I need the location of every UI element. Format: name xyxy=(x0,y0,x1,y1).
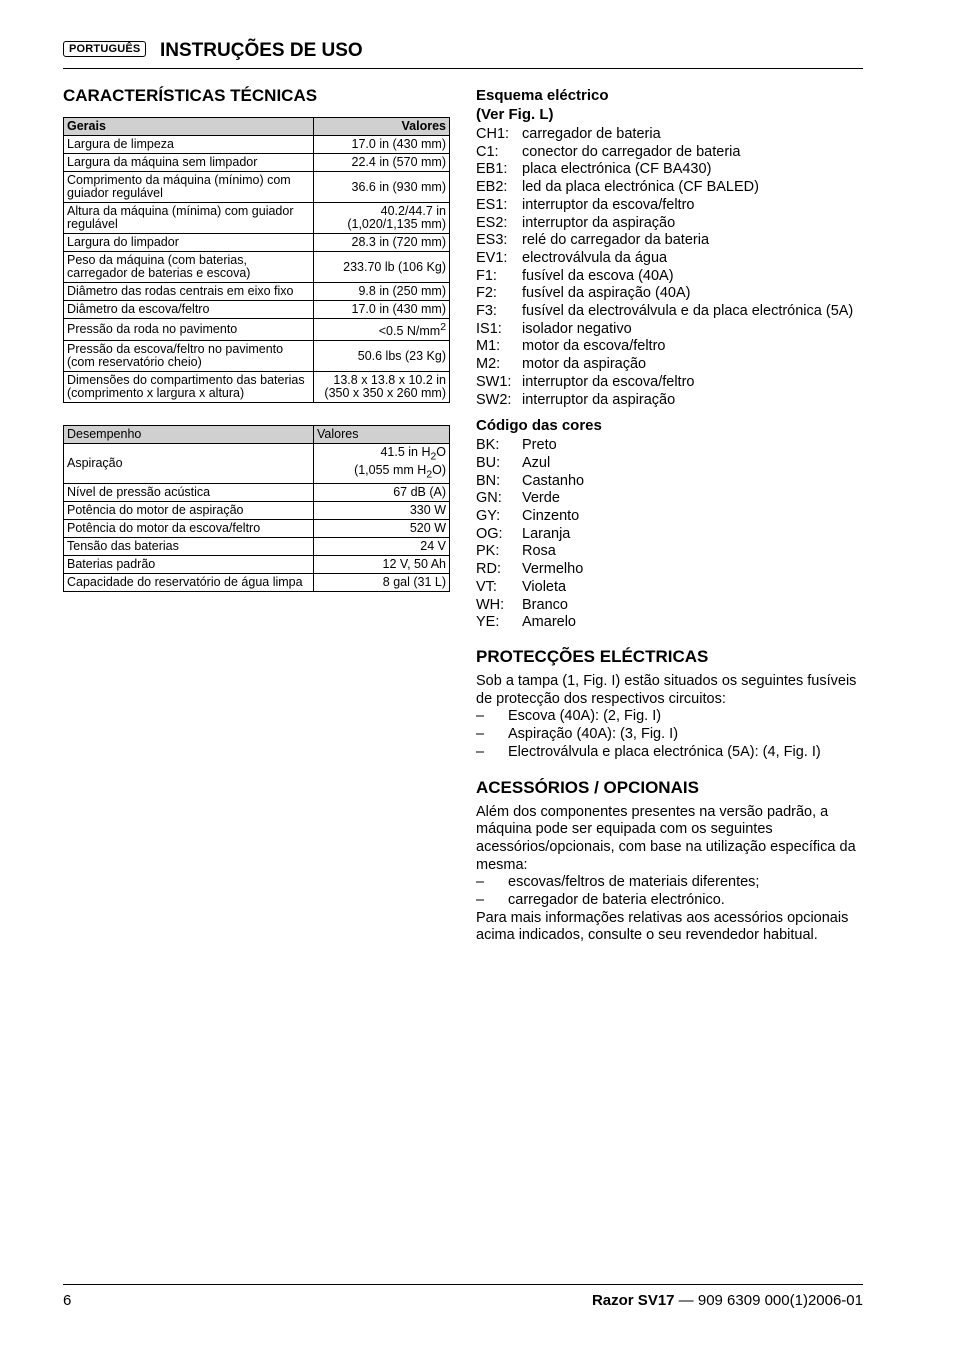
item-code: F2: xyxy=(476,285,497,302)
item-description: Branco xyxy=(522,596,568,613)
item-code: ES3: xyxy=(476,232,508,249)
document-reference xyxy=(592,1292,863,1309)
column-header-values: Valores xyxy=(314,118,450,136)
item-code: GN: xyxy=(476,490,502,507)
row-label: Nível de pressão acústica xyxy=(64,484,314,502)
value-text: 17.0 in (430 mm) xyxy=(351,302,446,316)
item-code: BU: xyxy=(476,454,501,471)
list-dash: – xyxy=(476,743,485,760)
page-footer xyxy=(63,1284,863,1309)
table-row xyxy=(64,502,450,520)
list-item xyxy=(476,232,866,250)
row-label: Diâmetro da escova/feltro xyxy=(64,301,314,319)
list-item xyxy=(476,543,866,561)
model-name: Razor SV17 xyxy=(591,1292,675,1309)
list-item xyxy=(476,374,866,392)
list-item-text: Escova (40A): (2, Fig. I) xyxy=(508,708,662,725)
list-item xyxy=(476,338,866,356)
table-row xyxy=(64,203,450,234)
protections-heading: PROTECÇÕES ELÉCTRICAS xyxy=(476,646,709,666)
list-item xyxy=(476,744,866,762)
item-description: Cinzento xyxy=(522,508,580,525)
row-label: Peso da máquina (com baterias, carregador de baterias e escova) xyxy=(64,252,314,283)
list-item xyxy=(476,526,866,544)
list-dash: – xyxy=(476,874,485,891)
item-code: SW1: xyxy=(476,373,512,390)
row-label: Baterias padrão xyxy=(64,556,314,574)
list-item xyxy=(476,437,866,455)
row-label: Tensão das baterias xyxy=(64,538,314,556)
performance-table xyxy=(63,425,450,592)
list-item xyxy=(476,614,866,632)
list-item xyxy=(476,455,866,473)
table-row xyxy=(64,319,450,341)
value-text: 41.5 in H xyxy=(380,445,431,460)
item-description: interruptor da escova/feltro xyxy=(522,373,695,390)
row-label: Largura de limpeza xyxy=(64,136,314,154)
item-code: WH: xyxy=(476,596,505,613)
item-code: IS1: xyxy=(476,320,502,337)
list-item-text: carregador de bateria electrónico. xyxy=(508,892,725,909)
list-item-text: Aspiração (40A): (3, Fig. I) xyxy=(508,726,679,743)
list-item xyxy=(476,490,866,508)
table-row xyxy=(64,556,450,574)
row-value xyxy=(314,301,450,319)
item-code: SW2: xyxy=(476,391,512,408)
accessories-intro: Além dos componentes presentes na versão padrão, a máquina pode ser equipada com os seguintes acessórios/opcionais, com base na utilização específica da mesma: xyxy=(476,803,856,873)
item-description: interruptor da aspiração xyxy=(522,391,676,408)
table-header-row xyxy=(64,426,450,444)
item-description: Rosa xyxy=(522,543,556,560)
item-code: BK: xyxy=(476,437,500,454)
item-description: led da placa electrónica (CF BALED) xyxy=(522,179,759,196)
column-header-performance: Desempenho xyxy=(64,426,314,444)
item-code: M2: xyxy=(476,356,501,373)
list-item xyxy=(476,874,866,892)
value-text: 22.4 in (570 mm) xyxy=(351,155,446,169)
doc-ref: — 909 6309 000(1)2006-01 xyxy=(674,1292,863,1309)
list-item xyxy=(476,303,866,321)
row-label: Pressão da escova/feltro no pavimento (com reservatório cheio) xyxy=(64,341,314,372)
item-code: PK: xyxy=(476,543,500,560)
row-value: 67 dB (A) xyxy=(314,484,450,502)
column-header-general: Gerais xyxy=(64,118,314,136)
column-header-values: Valores xyxy=(314,426,450,444)
row-value xyxy=(314,444,450,484)
item-code: EB1: xyxy=(476,161,508,178)
table-row xyxy=(64,234,450,252)
value-text: 28.3 in (720 mm) xyxy=(351,235,446,249)
item-description: electroválvula da água xyxy=(522,249,668,266)
item-description: Amarelo xyxy=(522,614,576,631)
value-text: 17.0 in (430 mm) xyxy=(351,137,446,151)
item-code: F1: xyxy=(476,267,497,284)
table-row xyxy=(64,136,450,154)
item-description: placa electrónica (CF BA430) xyxy=(522,161,712,178)
value-superscript: 2 xyxy=(440,322,446,333)
left-column xyxy=(63,86,450,592)
list-item xyxy=(476,726,866,744)
item-description: Laranja xyxy=(522,525,571,542)
row-value: 12 V, 50 Ah xyxy=(314,556,450,574)
item-code: C1: xyxy=(476,143,499,160)
wiring-heading xyxy=(476,86,866,124)
list-item xyxy=(476,215,866,233)
row-label: Potência do motor de aspiração xyxy=(64,502,314,520)
item-description: relé do carregador da bateria xyxy=(522,232,710,249)
list-item xyxy=(476,579,866,597)
page-number: 6 xyxy=(63,1292,72,1309)
item-description: Violeta xyxy=(522,578,567,595)
page-title: INSTRUÇÕES DE USO xyxy=(160,40,363,61)
wiring-heading-line1: Esquema eléctrico xyxy=(476,87,609,104)
item-description: motor da aspiração xyxy=(522,356,647,373)
list-dash: – xyxy=(476,892,485,909)
item-description: Vermelho xyxy=(522,561,584,578)
color-code-list xyxy=(476,437,866,632)
row-label: Aspiração xyxy=(64,444,314,484)
list-item xyxy=(476,508,866,526)
row-value xyxy=(314,252,450,283)
table-row xyxy=(64,301,450,319)
table-row xyxy=(64,484,450,502)
list-item xyxy=(476,179,866,197)
item-description: interruptor da aspiração xyxy=(522,214,676,231)
item-code: M1: xyxy=(476,338,501,355)
table-row xyxy=(64,154,450,172)
list-item xyxy=(476,473,866,491)
row-value xyxy=(314,234,450,252)
list-item xyxy=(476,144,866,162)
list-item xyxy=(476,561,866,579)
table-row xyxy=(64,372,450,403)
value-text: 13.8 x 13.8 x 10.2 in (350 x 350 x 260 mm) xyxy=(324,373,446,401)
list-item xyxy=(476,356,866,374)
wiring-legend-list xyxy=(476,126,866,409)
row-value: 24 V xyxy=(314,538,450,556)
row-label: Altura da máquina (mínima) com guiador regulável xyxy=(64,203,314,234)
item-description: Castanho xyxy=(522,472,585,489)
item-description: fusível da escova (40A) xyxy=(522,267,674,284)
item-code: YE: xyxy=(476,614,500,631)
list-item xyxy=(476,161,866,179)
list-item xyxy=(476,126,866,144)
table-row xyxy=(64,283,450,301)
value-text: O xyxy=(436,445,446,460)
item-code: EV1: xyxy=(476,249,508,266)
accessories-list xyxy=(476,874,866,909)
accessories-heading: ACESSÓRIOS / OPCIONAIS xyxy=(476,777,699,797)
page-header xyxy=(63,40,863,69)
list-item xyxy=(476,250,866,268)
row-label: Comprimento da máquina (mínimo) com guiador regulável xyxy=(64,172,314,203)
item-description: motor da escova/feltro xyxy=(522,338,666,355)
table-row xyxy=(64,538,450,556)
item-description: fusível da electroválvula e da placa electrónica (5A) xyxy=(522,303,854,320)
row-label: Largura do limpador xyxy=(64,234,314,252)
list-item xyxy=(476,197,866,215)
item-code: CH1: xyxy=(476,126,510,142)
row-label: Potência do motor da escova/feltro xyxy=(64,520,314,538)
item-code: OG: xyxy=(476,525,503,542)
table-row xyxy=(64,252,450,283)
general-specs-table xyxy=(63,117,450,403)
list-dash: – xyxy=(476,726,485,743)
row-label: Largura da máquina sem limpador xyxy=(64,154,314,172)
value-text: O) xyxy=(432,462,446,477)
table-row xyxy=(64,341,450,372)
item-code: F3: xyxy=(476,303,497,320)
row-value xyxy=(314,154,450,172)
item-description: Preto xyxy=(522,437,557,454)
list-item xyxy=(476,597,866,615)
row-value: 8 gal (31 L) xyxy=(314,574,450,592)
wiring-heading-line2: (Ver Fig. L) xyxy=(476,106,554,123)
row-value xyxy=(314,283,450,301)
value-text: (1,055 mm H xyxy=(354,462,427,477)
value-text: 40.2/44.7 in (1,020/1,135 mm) xyxy=(347,204,446,231)
item-code: ES1: xyxy=(476,196,508,213)
item-description: Verde xyxy=(522,490,560,507)
value-text: 36.6 in (930 mm) xyxy=(351,179,446,194)
row-value xyxy=(314,372,450,403)
list-item xyxy=(476,321,866,339)
list-item xyxy=(476,892,866,910)
value-text: 233.70 lb (106 Kg) xyxy=(343,259,446,274)
list-item xyxy=(476,708,866,726)
language-badge: PORTUGUÊS xyxy=(63,41,146,57)
row-label: Pressão da roda no pavimento xyxy=(64,319,314,341)
list-dash: – xyxy=(476,708,485,725)
list-item xyxy=(476,392,866,410)
item-description: conector do carregador de bateria xyxy=(522,143,741,160)
row-value xyxy=(314,203,450,234)
row-value xyxy=(314,136,450,154)
item-description: carregador de bateria xyxy=(522,126,661,142)
value-text: 9.8 in (250 mm) xyxy=(358,284,446,298)
item-code: GY: xyxy=(476,508,501,525)
item-description: Azul xyxy=(522,454,551,471)
list-item-text: Electroválvula e placa electrónica (5A): (4, Fig. I) xyxy=(508,743,821,760)
row-value: 520 W xyxy=(314,520,450,538)
value-text: 50.6 lbs (23 Kg) xyxy=(357,348,446,363)
row-label: Dimensões do compartimento das baterias (comprimento x largura x altura) xyxy=(64,372,314,403)
value-text: <0.5 N/mm xyxy=(378,324,441,339)
row-value xyxy=(314,319,450,341)
protections-intro: Sob a tampa (1, Fig. I) estão situados os seguintes fusíveis de protecção dos respectivos circuitos: xyxy=(476,672,857,707)
item-code: EB2: xyxy=(476,179,508,196)
table-header-row xyxy=(64,118,450,136)
list-item-text: escovas/feltros de materiais diferentes; xyxy=(508,874,760,891)
item-code: RD: xyxy=(476,561,501,578)
list-item xyxy=(476,268,866,286)
row-value xyxy=(314,341,450,372)
color-code-heading: Código das cores xyxy=(476,417,602,435)
row-value: 330 W xyxy=(314,502,450,520)
item-description: interruptor da escova/feltro xyxy=(522,196,695,213)
accessories-outro: Para mais informações relativas aos acessórios opcionais acima indicados, consulte o seu revendedor habitual. xyxy=(476,909,849,944)
item-description: isolador negativo xyxy=(522,320,632,337)
item-code: VT: xyxy=(476,578,497,595)
list-item xyxy=(476,285,866,303)
table-row xyxy=(64,172,450,203)
item-description: fusível da aspiração (40A) xyxy=(522,285,691,302)
value-subscript: 2 xyxy=(430,451,437,463)
value-subscript: 2 xyxy=(426,469,433,481)
row-label: Diâmetro das rodas centrais em eixo fixo xyxy=(64,283,314,301)
table-row xyxy=(64,574,450,592)
item-code: BN: xyxy=(476,472,501,489)
row-label: Capacidade do reservatório de água limpa xyxy=(64,574,314,592)
technical-heading: CARACTERÍSTICAS TÉCNICAS xyxy=(63,86,318,105)
protections-list xyxy=(476,708,866,761)
table-row xyxy=(64,444,450,484)
right-column xyxy=(476,86,866,945)
item-code: ES2: xyxy=(476,214,508,231)
table-row xyxy=(64,520,450,538)
row-value xyxy=(314,172,450,203)
